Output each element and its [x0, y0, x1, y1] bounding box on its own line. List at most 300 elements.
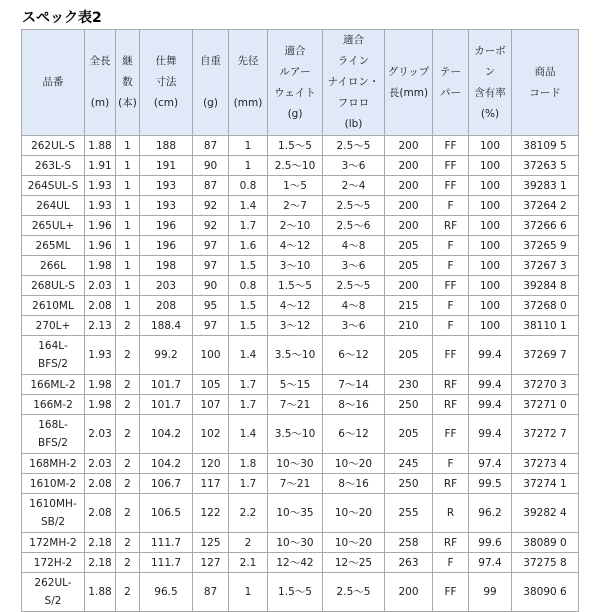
cell-weight: 87	[193, 573, 229, 612]
cell-line: 4～8	[323, 236, 385, 256]
table-row	[22, 573, 579, 612]
cell-tip-diameter: 1.5	[229, 256, 268, 276]
cell-pieces: 2	[116, 553, 140, 573]
cell-carbon-content: 100	[469, 216, 512, 236]
cell-taper: FF	[433, 136, 469, 156]
cell-tip-diameter: 1.4	[229, 336, 268, 375]
cell-weight: 117	[193, 474, 229, 494]
cell-length: 2.08	[85, 296, 116, 316]
cell-product-code: 37270 3	[512, 375, 579, 395]
cell-weight: 120	[193, 454, 229, 474]
part-number-line: 265UL+	[31, 219, 75, 232]
part-number-line: 264UL	[36, 199, 70, 212]
cell-product-code: 37273 4	[512, 454, 579, 474]
cell-length: 1.96	[85, 216, 116, 236]
part-number-line: SB/2	[40, 516, 66, 528]
cell-part-number	[22, 336, 85, 375]
cell-taper: F	[433, 454, 469, 474]
cell-taper: RF	[433, 533, 469, 553]
header-closed-length-line: 寸法	[155, 76, 177, 88]
cell-weight: 105	[193, 375, 229, 395]
cell-part-number	[22, 256, 85, 276]
cell-line: 8～16	[323, 395, 385, 415]
cell-taper: FF	[433, 336, 469, 375]
part-number-line: 1610M-2	[29, 477, 77, 490]
cell-length: 1.98	[85, 256, 116, 276]
table-row	[22, 196, 579, 216]
cell-part-number	[22, 415, 85, 454]
part-number-line: BFS/2	[38, 358, 68, 370]
table-row	[22, 553, 579, 573]
table-row	[22, 375, 579, 395]
cell-line: 10～20	[323, 533, 385, 553]
cell-lure-weight: 10～30	[268, 454, 323, 474]
cell-product-code: 39284 8	[512, 276, 579, 296]
part-number-line: 270L+	[35, 319, 71, 332]
cell-product-code: 38109 5	[512, 136, 579, 156]
header-line-line: (lb)	[344, 118, 363, 130]
cell-length: 2.13	[85, 316, 116, 336]
part-number-line: 263L-S	[34, 159, 72, 172]
cell-closed-length: 196	[140, 216, 193, 236]
cell-tip-diameter: 1.8	[229, 454, 268, 474]
cell-tip-diameter: 1	[229, 136, 268, 156]
header-carbon-content	[469, 30, 512, 136]
cell-tip-diameter: 0.8	[229, 276, 268, 296]
cell-line: 2.5～5	[323, 196, 385, 216]
cell-length: 1.93	[85, 336, 116, 375]
cell-carbon-content: 100	[469, 316, 512, 336]
cell-length: 2.03	[85, 415, 116, 454]
cell-lure-weight: 2.5～10	[268, 156, 323, 176]
header-product-code-line: 商品	[534, 65, 556, 78]
cell-lure-weight: 5～15	[268, 375, 323, 395]
cell-pieces: 2	[116, 316, 140, 336]
header-pieces-line: 数	[122, 76, 133, 88]
cell-closed-length: 101.7	[140, 395, 193, 415]
table-row	[22, 216, 579, 236]
cell-tip-diameter: 0.8	[229, 176, 268, 196]
cell-closed-length: 208	[140, 296, 193, 316]
cell-carbon-content: 100	[469, 196, 512, 216]
header-carbon-content-line: 含有率	[474, 86, 506, 99]
cell-lure-weight: 7～21	[268, 474, 323, 494]
cell-length: 2.08	[85, 474, 116, 494]
header-grip-length-line: グリップ	[387, 65, 430, 78]
table-row	[22, 276, 579, 296]
header-line-line: ナイロン・	[327, 76, 380, 88]
cell-product-code: 39283 1	[512, 176, 579, 196]
header-lure-weight	[268, 30, 323, 136]
cell-grip-length: 205	[385, 256, 433, 276]
part-number-line: S/2	[44, 595, 62, 607]
cell-pieces: 2	[116, 375, 140, 395]
cell-carbon-content: 100	[469, 136, 512, 156]
cell-tip-diameter: 1	[229, 156, 268, 176]
cell-length: 1.88	[85, 136, 116, 156]
cell-grip-length: 205	[385, 336, 433, 375]
cell-product-code: 38110 1	[512, 316, 579, 336]
cell-grip-length: 200	[385, 176, 433, 196]
cell-length: 2.08	[85, 494, 116, 533]
header-weight	[193, 30, 229, 136]
cell-carbon-content: 99.6	[469, 533, 512, 553]
cell-line: 10～20	[323, 454, 385, 474]
cell-closed-length: 203	[140, 276, 193, 296]
cell-taper: F	[433, 196, 469, 216]
cell-part-number	[22, 236, 85, 256]
header-line	[323, 30, 385, 136]
cell-carbon-content: 99.4	[469, 336, 512, 375]
header-grip-length	[385, 30, 433, 136]
cell-weight: 90	[193, 156, 229, 176]
cell-closed-length: 106.7	[140, 474, 193, 494]
cell-weight: 125	[193, 533, 229, 553]
cell-lure-weight: 10～35	[268, 494, 323, 533]
cell-lure-weight: 12～42	[268, 553, 323, 573]
table-row	[22, 415, 579, 454]
cell-pieces: 1	[116, 216, 140, 236]
cell-taper: F	[433, 553, 469, 573]
cell-pieces: 1	[116, 276, 140, 296]
cell-product-code: 37265 9	[512, 236, 579, 256]
header-tip-diameter-line: (mm)	[233, 97, 263, 109]
cell-lure-weight: 10～30	[268, 533, 323, 553]
cell-pieces: 2	[116, 415, 140, 454]
cell-grip-length: 205	[385, 236, 433, 256]
cell-length: 1.88	[85, 573, 116, 612]
cell-product-code: 37269 7	[512, 336, 579, 375]
cell-closed-length: 101.7	[140, 375, 193, 395]
cell-grip-length: 215	[385, 296, 433, 316]
cell-tip-diameter: 1.7	[229, 216, 268, 236]
cell-taper: FF	[433, 276, 469, 296]
cell-length: 2.03	[85, 276, 116, 296]
cell-grip-length: 200	[385, 196, 433, 216]
cell-lure-weight: 3.5～10	[268, 415, 323, 454]
cell-tip-diameter: 1.6	[229, 236, 268, 256]
cell-part-number	[22, 375, 85, 395]
header-tip-diameter	[229, 30, 268, 136]
header-part-number	[22, 30, 85, 136]
part-number-line: 168MH-2	[29, 457, 77, 470]
header-taper-line: テー	[440, 65, 461, 78]
cell-line: 2～4	[323, 176, 385, 196]
header-carbon-content-line: ン	[484, 65, 496, 78]
header-closed-length-line: (cm)	[153, 97, 179, 109]
cell-line: 2.5～5	[323, 136, 385, 156]
cell-closed-length: 193	[140, 196, 193, 216]
page-title: スペック表2	[22, 10, 102, 26]
cell-closed-length: 111.7	[140, 533, 193, 553]
cell-part-number	[22, 176, 85, 196]
cell-lure-weight: 4～12	[268, 236, 323, 256]
cell-product-code: 37267 3	[512, 256, 579, 276]
header-grip-length-line: 長(mm)	[388, 86, 429, 99]
table-row	[22, 336, 579, 375]
header-lure-weight-line: (g)	[287, 107, 303, 120]
cell-product-code: 37263 5	[512, 156, 579, 176]
cell-grip-length: 245	[385, 454, 433, 474]
header-weight-line	[193, 72, 228, 93]
cell-length: 2.18	[85, 553, 116, 573]
cell-line: 2.5～5	[323, 276, 385, 296]
cell-lure-weight: 2～7	[268, 196, 323, 216]
header-part-number-line: 品番	[42, 76, 64, 88]
header-pieces-line: (本)	[118, 97, 137, 109]
header-lure-weight-line: 適合	[284, 44, 306, 57]
cell-taper: FF	[433, 176, 469, 196]
part-number-line: 166ML-2	[30, 378, 76, 391]
cell-weight: 100	[193, 336, 229, 375]
cell-pieces: 2	[116, 395, 140, 415]
part-number-line: 2610ML	[32, 299, 74, 312]
header-taper	[433, 30, 469, 136]
cell-line: 6～12	[323, 415, 385, 454]
cell-product-code: 37275 8	[512, 553, 579, 573]
cell-length: 2.18	[85, 533, 116, 553]
cell-length: 1.98	[85, 375, 116, 395]
part-number-line: 1610MH-	[29, 498, 77, 510]
cell-taper: FF	[433, 573, 469, 612]
cell-closed-length: 188.4	[140, 316, 193, 336]
cell-line: 10～20	[323, 494, 385, 533]
table-row	[22, 494, 579, 533]
cell-carbon-content: 100	[469, 156, 512, 176]
cell-length: 1.98	[85, 395, 116, 415]
header-length-line	[85, 72, 115, 93]
cell-weight: 90	[193, 276, 229, 296]
cell-grip-length: 200	[385, 156, 433, 176]
cell-grip-length: 200	[385, 136, 433, 156]
header-row	[22, 30, 579, 136]
cell-closed-length: 104.2	[140, 454, 193, 474]
table-row	[22, 136, 579, 156]
cell-product-code: 39282 4	[512, 494, 579, 533]
cell-taper: R	[433, 494, 469, 533]
cell-tip-diameter: 1.7	[229, 375, 268, 395]
cell-grip-length: 205	[385, 415, 433, 454]
header-taper-line: パー	[440, 86, 461, 99]
cell-product-code: 37272 7	[512, 415, 579, 454]
cell-taper: FF	[433, 415, 469, 454]
cell-weight: 92	[193, 216, 229, 236]
cell-length: 2.03	[85, 454, 116, 474]
cell-tip-diameter: 1.5	[229, 296, 268, 316]
cell-carbon-content: 100	[469, 236, 512, 256]
cell-taper: FF	[433, 156, 469, 176]
cell-part-number	[22, 573, 85, 612]
cell-pieces: 2	[116, 494, 140, 533]
cell-taper: RF	[433, 474, 469, 494]
cell-carbon-content: 99.4	[469, 395, 512, 415]
cell-product-code: 38090 6	[512, 573, 579, 612]
cell-carbon-content: 99.4	[469, 415, 512, 454]
cell-pieces: 1	[116, 296, 140, 316]
cell-part-number	[22, 216, 85, 236]
cell-lure-weight: 3～12	[268, 316, 323, 336]
part-number-line: 262UL-S	[31, 139, 75, 152]
cell-taper: RF	[433, 216, 469, 236]
part-number-line: 172H-2	[33, 556, 73, 569]
cell-length: 1.91	[85, 156, 116, 176]
cell-pieces: 1	[116, 156, 140, 176]
cell-product-code: 37266 6	[512, 216, 579, 236]
cell-weight: 87	[193, 176, 229, 196]
cell-grip-length: 258	[385, 533, 433, 553]
cell-length: 1.93	[85, 196, 116, 216]
table-row	[22, 156, 579, 176]
cell-tip-diameter: 1.4	[229, 196, 268, 216]
cell-carbon-content: 99.4	[469, 375, 512, 395]
cell-lure-weight: 3.5～10	[268, 336, 323, 375]
cell-tip-diameter: 2	[229, 533, 268, 553]
cell-grip-length: 255	[385, 494, 433, 533]
cell-lure-weight: 7～21	[268, 395, 323, 415]
cell-pieces: 1	[116, 256, 140, 276]
header-length-line: (m)	[90, 97, 110, 109]
cell-part-number	[22, 136, 85, 156]
cell-tip-diameter: 1.7	[229, 474, 268, 494]
cell-part-number	[22, 533, 85, 553]
cell-weight: 87	[193, 136, 229, 156]
cell-tip-diameter: 1.7	[229, 395, 268, 415]
cell-product-code: 37274 1	[512, 474, 579, 494]
cell-closed-length: 99.2	[140, 336, 193, 375]
cell-lure-weight: 1.5～5	[268, 573, 323, 612]
cell-line: 2.5～5	[323, 573, 385, 612]
cell-closed-length: 193	[140, 176, 193, 196]
header-pieces	[116, 30, 140, 136]
table-row	[22, 533, 579, 553]
cell-grip-length: 200	[385, 276, 433, 296]
cell-grip-length: 230	[385, 375, 433, 395]
cell-weight: 92	[193, 196, 229, 216]
spec-table-body	[22, 136, 579, 612]
header-pieces-line: 継	[122, 55, 133, 67]
cell-weight: 97	[193, 256, 229, 276]
cell-line: 3～6	[323, 256, 385, 276]
cell-part-number	[22, 395, 85, 415]
cell-pieces: 1	[116, 236, 140, 256]
table-row	[22, 474, 579, 494]
cell-part-number	[22, 156, 85, 176]
cell-pieces: 1	[116, 196, 140, 216]
table-row	[22, 316, 579, 336]
cell-taper: F	[433, 256, 469, 276]
cell-carbon-content: 97.4	[469, 454, 512, 474]
cell-part-number	[22, 296, 85, 316]
cell-grip-length: 250	[385, 395, 433, 415]
cell-pieces: 1	[116, 136, 140, 156]
header-product-code-line: コード	[529, 86, 561, 99]
cell-line: 3～6	[323, 316, 385, 336]
cell-grip-length: 200	[385, 573, 433, 612]
cell-pieces: 2	[116, 454, 140, 474]
cell-product-code: 37268 0	[512, 296, 579, 316]
cell-carbon-content: 99	[469, 573, 512, 612]
part-number-line: BFS/2	[38, 437, 68, 449]
part-number-line: 168L-	[38, 419, 68, 431]
table-row	[22, 176, 579, 196]
cell-lure-weight: 1.5～5	[268, 276, 323, 296]
cell-weight: 97	[193, 236, 229, 256]
cell-tip-diameter: 1.4	[229, 415, 268, 454]
header-product-code	[512, 30, 579, 136]
cell-closed-length: 111.7	[140, 553, 193, 573]
cell-lure-weight: 4～12	[268, 296, 323, 316]
cell-weight: 122	[193, 494, 229, 533]
header-lure-weight-line: ウェイト	[274, 86, 316, 99]
cell-pieces: 2	[116, 573, 140, 612]
header-length-line: 全長	[89, 55, 111, 67]
header-line-line: ライン	[337, 55, 370, 67]
cell-tip-diameter: 2.2	[229, 494, 268, 533]
table-row	[22, 395, 579, 415]
cell-lure-weight: 2～10	[268, 216, 323, 236]
cell-part-number	[22, 494, 85, 533]
cell-closed-length: 96.5	[140, 573, 193, 612]
part-number-line: 166M-2	[33, 398, 73, 411]
part-number-line: 265ML	[35, 239, 71, 252]
cell-line: 12～25	[323, 553, 385, 573]
header-line-line: フロロ	[337, 97, 370, 109]
table-row	[22, 256, 579, 276]
header-tip-diameter-line	[229, 72, 267, 93]
cell-weight: 102	[193, 415, 229, 454]
cell-tip-diameter: 2.1	[229, 553, 268, 573]
cell-part-number	[22, 454, 85, 474]
part-number-line: 262UL-	[34, 577, 72, 589]
cell-part-number	[22, 276, 85, 296]
cell-closed-length: 198	[140, 256, 193, 276]
header-weight-line: 自重	[200, 55, 221, 67]
cell-carbon-content: 100	[469, 256, 512, 276]
cell-closed-length: 191	[140, 156, 193, 176]
cell-length: 1.96	[85, 236, 116, 256]
header-line-line: 適合	[343, 34, 364, 46]
cell-pieces: 2	[116, 336, 140, 375]
cell-closed-length: 196	[140, 236, 193, 256]
cell-tip-diameter: 1.5	[229, 316, 268, 336]
cell-closed-length: 188	[140, 136, 193, 156]
cell-carbon-content: 97.4	[469, 553, 512, 573]
cell-pieces: 1	[116, 176, 140, 196]
cell-line: 4～8	[323, 296, 385, 316]
spec-table	[21, 29, 579, 612]
cell-line: 7～14	[323, 375, 385, 395]
cell-carbon-content: 100	[469, 176, 512, 196]
part-number-line: 264SUL-S	[27, 179, 79, 192]
cell-part-number	[22, 316, 85, 336]
header-tip-diameter-line: 先径	[237, 55, 259, 67]
part-number-line: 268UL-S	[31, 279, 75, 292]
header-carbon-content-line: (%)	[480, 107, 500, 120]
cell-part-number	[22, 553, 85, 573]
cell-taper: F	[433, 316, 469, 336]
table-row	[22, 236, 579, 256]
cell-lure-weight: 1.5～5	[268, 136, 323, 156]
part-number-line: 164L-	[38, 340, 68, 352]
cell-carbon-content: 100	[469, 296, 512, 316]
header-weight-line: (g)	[203, 97, 218, 109]
cell-grip-length: 263	[385, 553, 433, 573]
cell-pieces: 2	[116, 474, 140, 494]
cell-product-code: 37264 2	[512, 196, 579, 216]
cell-carbon-content: 99.5	[469, 474, 512, 494]
cell-product-code: 37271 0	[512, 395, 579, 415]
cell-grip-length: 250	[385, 474, 433, 494]
